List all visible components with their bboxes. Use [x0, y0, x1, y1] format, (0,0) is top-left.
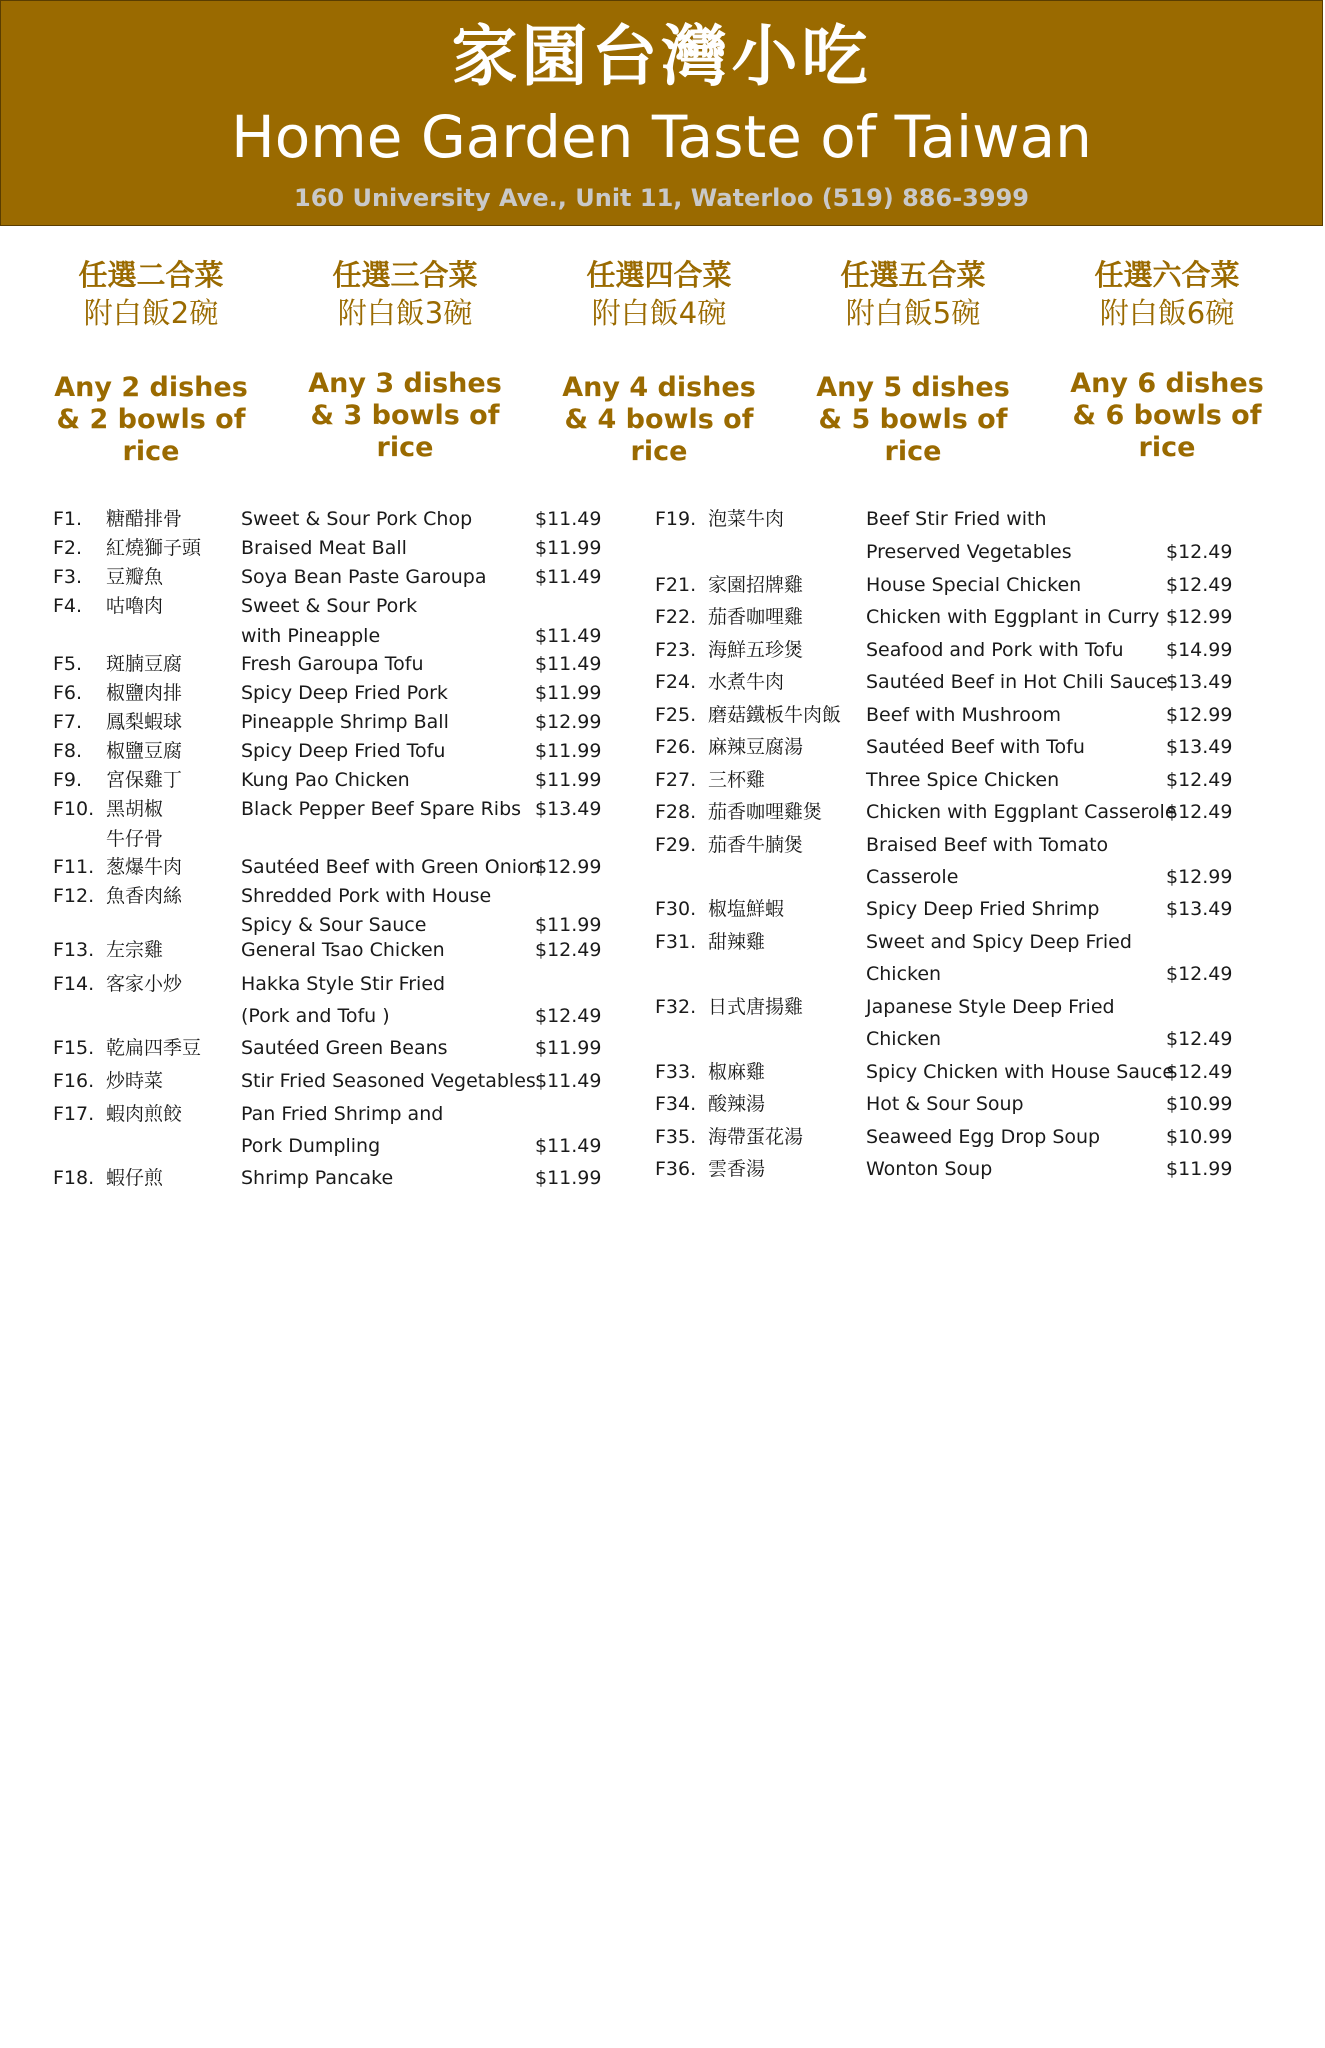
item-code: F7. — [53, 711, 83, 733]
item-english-name: Spicy Deep Fried Shrimp — [866, 898, 1100, 920]
item-price: $12.99 — [1166, 866, 1233, 888]
combo-chinese-title: 任選二合菜 — [78, 258, 224, 292]
combo-english-title: Any 6 dishes — [1070, 368, 1264, 399]
item-code: F4. — [53, 595, 83, 617]
item-code: F8. — [53, 740, 83, 762]
item-english-name: Pineapple Shrimp Ball — [241, 711, 449, 733]
item-code: F1. — [53, 508, 83, 530]
item-chinese-name: 椒麻雞 — [708, 1061, 766, 1083]
item-chinese-name: 炒時菜 — [106, 1070, 164, 1092]
combo-chinese-rice: 附白飯3碗 — [337, 296, 473, 330]
item-english-name: Braised Beef with Tomato — [866, 834, 1109, 856]
item-code: F10. — [53, 798, 95, 820]
combo-chinese-rice: 附白飯5碗 — [845, 296, 981, 330]
item-english-name: Black Pepper Beef Spare Ribs — [241, 798, 522, 820]
item-code: F30. — [655, 898, 697, 920]
item-chinese-name: 客家小炒 — [106, 973, 183, 995]
item-code: F25. — [655, 704, 697, 726]
item-chinese-name: 葱爆牛肉 — [106, 856, 183, 878]
item-chinese-name: 乾扁四季豆 — [106, 1037, 202, 1059]
item-chinese-name: 紅燒獅子頭 — [106, 537, 202, 559]
combo-english-rice: & 2 bowls of rice — [56, 404, 246, 467]
item-price: $13.49 — [1166, 736, 1233, 758]
item-english-name-line2: Pork Dumpling — [241, 1135, 381, 1157]
item-english-name: Kung Pao Chicken — [241, 769, 410, 791]
combo-3-dishes — [285, 256, 525, 464]
item-price: $11.49 — [535, 508, 602, 530]
restaurant-name-chinese: 家園台灣小吃 — [451, 18, 872, 95]
item-code: F21. — [655, 574, 697, 596]
item-price: $11.99 — [1166, 1158, 1233, 1180]
item-code: F17. — [53, 1103, 95, 1125]
item-price: $11.99 — [535, 769, 602, 791]
item-code: F31. — [655, 931, 697, 953]
item-chinese-name: 水煮牛肉 — [708, 671, 785, 693]
item-english-name: Soya Bean Paste Garoupa — [241, 566, 487, 588]
item-english-name: Pan Fried Shrimp and — [241, 1103, 444, 1125]
item-chinese-name: 麻辣豆腐湯 — [708, 736, 804, 758]
item-price: $11.49 — [535, 625, 602, 647]
item-english-name-line2: (Pork and Tofu ) — [241, 1005, 390, 1027]
item-chinese-name: 左宗雞 — [106, 939, 164, 961]
item-code: F2. — [53, 537, 83, 559]
item-code: F3. — [53, 566, 83, 588]
combo-english-title: Any 2 dishes — [54, 372, 248, 403]
item-english-name: Spicy Deep Fried Tofu — [241, 740, 446, 762]
item-price: $11.99 — [535, 740, 602, 762]
combo-chinese-title: 任選五合菜 — [840, 258, 986, 292]
combo-chinese-rice: 附白飯4碗 — [591, 296, 727, 330]
item-english-name: Spicy Chicken with House Sauce — [866, 1061, 1175, 1083]
item-price: $12.99 — [1166, 704, 1233, 726]
combo-chinese-title: 任選六合菜 — [1094, 258, 1240, 292]
item-price: $12.49 — [1166, 574, 1233, 596]
item-english-name: Seaweed Egg Drop Soup — [866, 1126, 1101, 1148]
item-code: F28. — [655, 801, 697, 823]
item-price: $13.49 — [535, 798, 602, 820]
item-english-name: Wonton Soup — [866, 1158, 993, 1180]
item-price: $12.49 — [1166, 769, 1233, 791]
item-code: F15. — [53, 1037, 95, 1059]
combo-chinese-rice: 附白飯6碗 — [1099, 296, 1235, 330]
item-price: $11.99 — [535, 1167, 602, 1189]
item-code: F18. — [53, 1167, 95, 1189]
item-code: F5. — [53, 653, 83, 675]
item-chinese-name: 茄香咖哩雞 — [708, 606, 804, 628]
item-code: F14. — [53, 973, 95, 995]
item-chinese-name: 斑腩豆腐 — [106, 653, 183, 675]
item-english-name: Sweet & Sour Pork Chop — [241, 508, 473, 530]
item-price: $12.49 — [1166, 1028, 1233, 1050]
combo-english-title: Any 5 dishes — [816, 372, 1010, 403]
item-code: F29. — [655, 834, 697, 856]
combo-5-dishes — [793, 256, 1033, 468]
item-price: $11.49 — [535, 653, 602, 675]
item-chinese-name: 甜辣雞 — [708, 931, 766, 953]
item-price: $13.49 — [1166, 898, 1233, 920]
item-english-name: Stir Fried Seasoned Vegetables — [241, 1070, 536, 1092]
item-english-name: Sautéed Green Beans — [241, 1037, 448, 1059]
item-chinese-name: 椒塩鮮蝦 — [708, 898, 785, 920]
item-code: F16. — [53, 1070, 95, 1092]
item-price: $11.49 — [535, 1070, 602, 1092]
item-price: $12.49 — [1166, 801, 1233, 823]
item-chinese-name: 椒鹽肉排 — [106, 682, 183, 704]
item-code: F35. — [655, 1126, 697, 1148]
item-price: $11.99 — [535, 914, 602, 936]
item-english-name: Japanese Style Deep Fried — [866, 996, 1115, 1018]
combo-chinese-title: 任選三合菜 — [332, 258, 478, 292]
item-price: $11.49 — [535, 1135, 602, 1157]
item-price: $12.49 — [1166, 541, 1233, 563]
item-code: F32. — [655, 996, 697, 1018]
item-price: $11.99 — [535, 682, 602, 704]
item-price: $10.99 — [1166, 1126, 1233, 1148]
combo-4-dishes — [539, 256, 779, 468]
item-price: $11.49 — [535, 566, 602, 588]
item-chinese-name: 海鮮五珍煲 — [708, 639, 804, 661]
item-english-name: Sautéed Beef with Tofu — [866, 736, 1085, 758]
item-price: $12.99 — [535, 856, 602, 878]
item-code: F12. — [53, 885, 95, 907]
item-english-name: Chicken with Eggplant Casserole — [866, 801, 1177, 823]
item-chinese-name: 糖醋排骨 — [106, 508, 183, 530]
combo-chinese-rice: 附白飯2碗 — [83, 296, 219, 330]
item-chinese-name: 酸辣湯 — [708, 1093, 766, 1115]
item-english-name-line2: Chicken — [866, 1028, 942, 1050]
item-price: $12.99 — [535, 711, 602, 733]
item-code: F26. — [655, 736, 697, 758]
item-chinese-name: 鳳梨蝦球 — [106, 711, 183, 733]
item-chinese-name: 豆瓣魚 — [106, 566, 164, 588]
item-english-name: Seafood and Pork with Tofu — [866, 639, 1124, 661]
combo-english-rice: & 5 bowls of rice — [818, 404, 1008, 467]
item-code: F11. — [53, 856, 95, 878]
item-english-name: General Tsao Chicken — [241, 939, 445, 961]
restaurant-address: 160 University Ave., Unit 11, Waterloo (519) 886-3999 — [294, 184, 1029, 212]
combo-english-title: Any 3 dishes — [308, 368, 502, 399]
item-chinese-name-line2: 牛仔骨 — [106, 828, 164, 850]
item-chinese-name: 海帶蛋花湯 — [708, 1126, 804, 1148]
item-code: F27. — [655, 769, 697, 791]
item-price: $13.49 — [1166, 671, 1233, 693]
item-english-name-line2: with Pineapple — [241, 625, 381, 647]
combo-english-rice: & 4 bowls of rice — [564, 404, 754, 467]
combo-english-rice: & 6 bowls of rice — [1072, 400, 1262, 463]
item-english-name: Beef with Mushroom — [866, 704, 1062, 726]
item-price: $11.99 — [535, 1037, 602, 1059]
item-code: F19. — [655, 508, 697, 530]
item-english-name: Sautéed Beef in Hot Chili Sauce — [866, 671, 1168, 693]
item-code: F36. — [655, 1158, 697, 1180]
item-english-name: Chicken with Eggplant in Curry — [866, 606, 1160, 628]
item-price: $10.99 — [1166, 1093, 1233, 1115]
item-chinese-name: 雲香湯 — [708, 1158, 766, 1180]
item-code: F24. — [655, 671, 697, 693]
item-english-name: Sautéed Beef with Green Onion — [241, 856, 541, 878]
item-english-name: Shrimp Pancake — [241, 1167, 394, 1189]
item-chinese-name: 椒鹽豆腐 — [106, 740, 183, 762]
item-code: F13. — [53, 939, 95, 961]
item-english-name: Braised Meat Ball — [241, 537, 407, 559]
item-code: F9. — [53, 769, 83, 791]
item-chinese-name: 魚香肉絲 — [106, 885, 183, 907]
item-english-name: Hot & Sour Soup — [866, 1093, 1024, 1115]
item-english-name: Hakka Style Stir Fried — [241, 973, 446, 995]
item-price: $14.99 — [1166, 639, 1233, 661]
combo-english-title: Any 4 dishes — [562, 372, 756, 403]
item-price: $12.99 — [1166, 606, 1233, 628]
item-chinese-name: 日式唐揚雞 — [708, 996, 804, 1018]
item-price: $12.49 — [1166, 963, 1233, 985]
combo-chinese-title: 任選四合菜 — [586, 258, 732, 292]
item-english-name-line2: Preserved Vegetables — [866, 541, 1072, 563]
item-chinese-name: 咕嚕肉 — [106, 595, 164, 617]
item-price: $12.49 — [535, 939, 602, 961]
item-english-name: Beef Stir Fried with — [866, 508, 1047, 530]
item-english-name: Sweet & Sour Pork — [241, 595, 418, 617]
item-chinese-name: 三杯雞 — [708, 769, 766, 791]
item-english-name: Spicy Deep Fried Pork — [241, 682, 448, 704]
item-english-name-line2: Chicken — [866, 963, 942, 985]
item-chinese-name: 宮保雞丁 — [106, 769, 183, 791]
combo-6-dishes — [1047, 256, 1287, 464]
item-english-name: Fresh Garoupa Tofu — [241, 653, 424, 675]
item-price: $12.49 — [535, 1005, 602, 1027]
item-chinese-name: 茄香咖哩雞煲 — [708, 801, 823, 823]
item-english-name: Three Spice Chicken — [866, 769, 1060, 791]
item-price: $12.49 — [1166, 1061, 1233, 1083]
combo-english-rice: & 3 bowls of rice — [310, 400, 500, 463]
item-chinese-name: 磨菇鐵板牛肉飯 — [708, 704, 842, 726]
restaurant-name-english: Home Garden Taste of Taiwan — [231, 103, 1092, 171]
item-code: F23. — [655, 639, 697, 661]
item-price: $11.99 — [535, 537, 602, 559]
combo-2-dishes — [31, 256, 271, 468]
item-english-name: Shredded Pork with House — [241, 885, 492, 907]
item-english-name-line2: Spicy & Sour Sauce — [241, 914, 427, 936]
item-chinese-name: 蝦仔煎 — [106, 1167, 164, 1189]
item-chinese-name: 蝦肉煎餃 — [106, 1103, 183, 1125]
item-english-name: House Special Chicken — [866, 574, 1082, 596]
item-code: F34. — [655, 1093, 697, 1115]
item-english-name-line2: Casserole — [866, 866, 959, 888]
item-chinese-name: 黑胡椒 — [106, 798, 164, 820]
item-chinese-name: 家園招牌雞 — [708, 574, 804, 596]
item-chinese-name: 茄香牛腩煲 — [708, 834, 804, 856]
item-code: F6. — [53, 682, 83, 704]
item-code: F33. — [655, 1061, 697, 1083]
menu-header — [0, 0, 1323, 226]
item-code: F22. — [655, 606, 697, 628]
item-chinese-name: 泡菜牛肉 — [708, 508, 785, 530]
item-english-name: Sweet and Spicy Deep Fried — [866, 931, 1132, 953]
